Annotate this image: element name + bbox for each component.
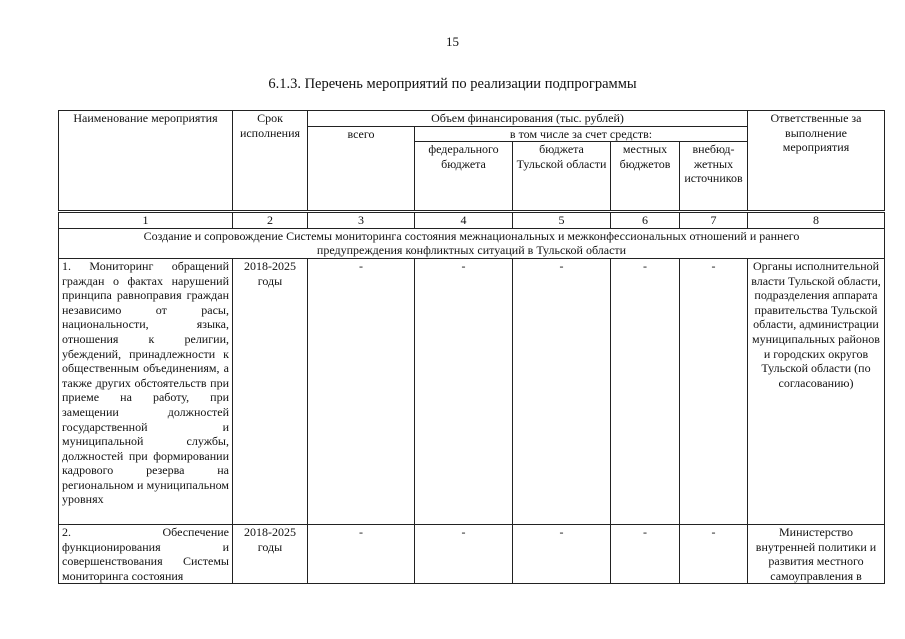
section-row [59,228,885,258]
activities-table [58,110,885,584]
column-number: 2 [233,212,308,229]
header-including: в том числе за счет средств: [415,126,748,142]
column-number: 7 [680,212,748,229]
column-number: 3 [308,212,415,229]
header-extra: внебюд-жетных источников [680,142,748,212]
funding-local: - [611,258,680,524]
column-number: 1 [59,212,233,229]
column-number: 8 [748,212,885,229]
column-number: 4 [415,212,513,229]
header-local: местных бюджетов [611,142,680,212]
funding-federal: - [415,258,513,524]
activity-name: 1. Мониторинг обращений граждан о фактах нарушений принципа равноправия граждан независимо от расы, национальности, языка, отношения к религии, убеждений, принадлежности к общественным объединениям, а также других обстоятельств при приеме на работу, при замещении должностей государственной и муниципальной службы, должностей при формировании кадрового резерва на региональном и муниципальном уровнях [59,258,233,524]
activity-term: 2018-2025 годы [233,258,308,524]
funding-extra: - [680,258,748,524]
funding-extra: - [680,524,748,583]
table-row [59,524,885,583]
table-row [59,258,885,524]
funding-local: - [611,524,680,583]
header-federal: федерального бюджета [415,142,513,212]
page-number: 15 [446,34,459,49]
column-number: 6 [611,212,680,229]
responsible-party: Министерство внутренней политики и развития местного самоуправления в [748,524,885,583]
header-name: Наименование мероприятия [59,111,233,212]
funding-regional: - [513,524,611,583]
document-title: 6.1.3. Перечень мероприятий по реализации подпрограммы [268,76,637,92]
activity-name: 2. Обеспечение функционирования и совершенствования Системы мониторинга состояния [59,524,233,583]
funding-total: - [308,524,415,583]
funding-total: - [308,258,415,524]
header-regional: бюджета Тульской области [513,142,611,212]
funding-federal: - [415,524,513,583]
section-title: Создание и сопровождение Системы мониторинга состояния межнациональных и межконфессиональных отношений и раннего предупреждения конфликтных ситуаций в Тульской области [59,228,885,258]
column-number-row [59,212,885,229]
activity-term: 2018-2025 годы [233,524,308,583]
column-number: 5 [513,212,611,229]
responsible-party: Органы исполнительной власти Тульской области, подразделения аппарата правительства Тульской области, администрации муниципальных районов и городских округов Тульской области (по согласованию) [748,258,885,524]
header-funding: Объем финансирования (тыс. рублей) [308,111,748,127]
header-total: всего [308,126,415,212]
funding-regional: - [513,258,611,524]
header-term: Срок исполнения [233,111,308,212]
header-responsible: Ответственные за выполнение мероприятия [748,111,885,212]
header-row-1 [59,111,885,127]
